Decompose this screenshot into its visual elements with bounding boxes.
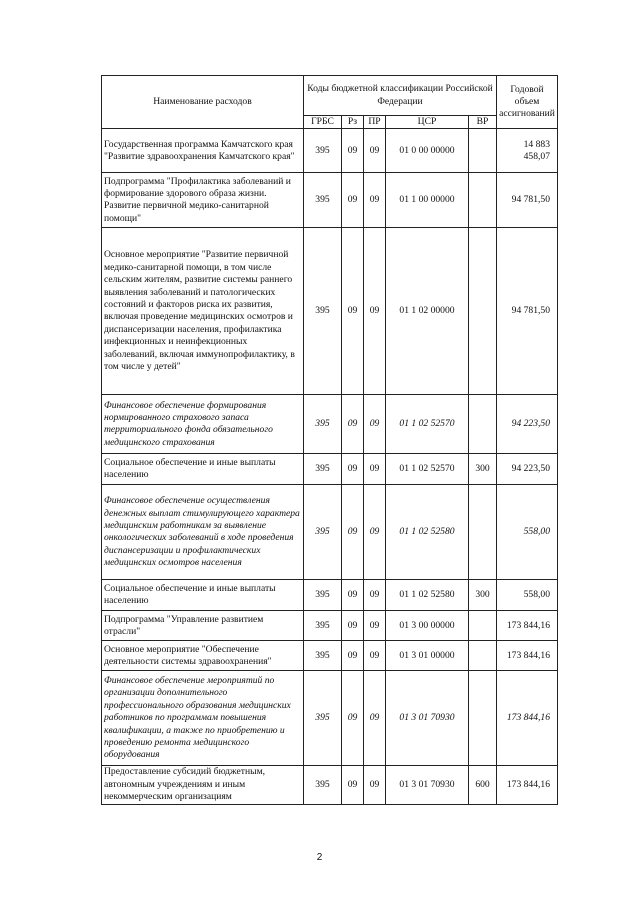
row-vr xyxy=(469,641,497,671)
table-row xyxy=(102,766,558,804)
row-pr: 09 xyxy=(364,485,386,580)
table-row xyxy=(102,671,558,766)
table-row xyxy=(102,580,558,611)
table-row xyxy=(102,173,558,228)
row-name: Предоставление субсидий бюджетным, автономным учреждениям и иным некоммерческим организациям xyxy=(102,766,304,804)
header-vr: ВР xyxy=(469,116,497,129)
row-rz: 09 xyxy=(342,485,364,580)
row-vr xyxy=(469,173,497,228)
row-pr: 09 xyxy=(364,129,386,173)
row-name: Финансовое обеспечение осуществления денежных выплат стимулирующего характера медицинским работникам за выявление онкологических заболеваний в ходе проведения диспансеризации и профилактических медицинских осмотров населения xyxy=(102,485,304,580)
row-vr xyxy=(469,611,497,641)
header-codes-group: Коды бюджетной классификации Российской Федерации xyxy=(304,76,497,116)
row-rz: 09 xyxy=(342,580,364,611)
row-rz: 09 xyxy=(342,641,364,671)
row-name: Подпрограмма "Управление развитием отрасли" xyxy=(102,611,304,641)
row-name: Финансовое обеспечение формирования нормированного страхового запаса территориального фонда обязательного медицинского страхования xyxy=(102,395,304,454)
row-pr: 09 xyxy=(364,611,386,641)
row-grbs: 395 xyxy=(304,485,342,580)
row-grbs: 395 xyxy=(304,454,342,485)
row-pr: 09 xyxy=(364,173,386,228)
row-amount: 173 844,16 xyxy=(497,671,558,766)
row-vr xyxy=(469,395,497,454)
row-grbs: 395 xyxy=(304,173,342,228)
row-vr xyxy=(469,228,497,395)
header-rz: Рз xyxy=(342,116,364,129)
row-rz: 09 xyxy=(342,611,364,641)
row-rz: 09 xyxy=(342,454,364,485)
row-vr xyxy=(469,485,497,580)
row-rz: 09 xyxy=(342,228,364,395)
header-pr: ПР xyxy=(364,116,386,129)
row-csr: 01 3 01 00000 xyxy=(386,641,469,671)
row-grbs: 395 xyxy=(304,766,342,804)
row-csr: 01 1 02 52570 xyxy=(386,454,469,485)
row-grbs: 395 xyxy=(304,641,342,671)
row-amount: 173 844,16 xyxy=(497,766,558,804)
row-vr xyxy=(469,671,497,766)
row-rz: 09 xyxy=(342,129,364,173)
row-name: Финансовое обеспечение мероприятий по организации дополнительного профессионального образования медицинских работников по программам повышения квалификации, а также по приобретению и проведению ремонта медицинского оборудования xyxy=(102,671,304,766)
row-pr: 09 xyxy=(364,454,386,485)
row-amount: 558,00 xyxy=(497,485,558,580)
row-name: Подпрограмма "Профилактика заболеваний и формирование здорового образа жизни. Развитие первичной медико-санитарной помощи" xyxy=(102,173,304,228)
row-name: Социальное обеспечение и иные выплаты населению xyxy=(102,454,304,485)
row-csr: 01 3 01 70930 xyxy=(386,766,469,804)
row-name: Социальное обеспечение и иные выплаты населению xyxy=(102,580,304,611)
budget-table xyxy=(101,75,558,805)
row-rz: 09 xyxy=(342,173,364,228)
row-name: Основное мероприятие "Развитие первичной медико-санитарной помощи, в том числе сельским жителям, развитие системы раннего выявления заболеваний и патологических состояний и факторов риска их развития, включая проведение медицинских осмотров и диспансеризации населения, профилактика инфекционных и неинфекционных заболеваний, включая иммунопрофилактику, в том числе у детей" xyxy=(102,228,304,395)
table-row xyxy=(102,228,558,395)
table-row xyxy=(102,129,558,173)
table-row xyxy=(102,395,558,454)
header-name-column: Наименование расходов xyxy=(102,76,304,129)
row-amount: 173 844,16 xyxy=(497,641,558,671)
row-rz: 09 xyxy=(342,766,364,804)
row-csr: 01 0 00 00000 xyxy=(386,129,469,173)
row-csr: 01 1 02 52570 xyxy=(386,395,469,454)
row-csr: 01 3 01 70930 xyxy=(386,671,469,766)
table-row xyxy=(102,641,558,671)
row-amount: 14 883 458,07 xyxy=(497,129,558,173)
row-grbs: 395 xyxy=(304,580,342,611)
row-csr: 01 1 00 00000 xyxy=(386,173,469,228)
row-pr: 09 xyxy=(364,641,386,671)
row-vr: 300 xyxy=(469,454,497,485)
row-amount: 173 844,16 xyxy=(497,611,558,641)
row-csr: 01 1 02 00000 xyxy=(386,228,469,395)
row-rz: 09 xyxy=(342,671,364,766)
row-vr: 600 xyxy=(469,766,497,804)
row-amount: 94 223,50 xyxy=(497,395,558,454)
row-pr: 09 xyxy=(364,395,386,454)
table-row xyxy=(102,611,558,641)
row-rz: 09 xyxy=(342,395,364,454)
row-amount: 94 781,50 xyxy=(497,173,558,228)
row-name: Государственная программа Камчатского края "Развитие здравоохранения Камчатского края" xyxy=(102,129,304,173)
header-csr: ЦСР xyxy=(386,116,469,129)
row-pr: 09 xyxy=(364,580,386,611)
row-csr: 01 1 02 52580 xyxy=(386,580,469,611)
row-amount: 558,00 xyxy=(497,580,558,611)
row-vr: 300 xyxy=(469,580,497,611)
row-name: Основное мероприятие "Обеспечение деятельности системы здравоохранения" xyxy=(102,641,304,671)
row-amount: 94 223,50 xyxy=(497,454,558,485)
row-csr: 01 1 02 52580 xyxy=(386,485,469,580)
row-vr xyxy=(469,129,497,173)
row-amount: 94 781,50 xyxy=(497,228,558,395)
header-grbs: ГРБС xyxy=(304,116,342,129)
header-amount-column: Годовой объем ассигнований xyxy=(497,76,558,129)
row-pr: 09 xyxy=(364,671,386,766)
row-grbs: 395 xyxy=(304,129,342,173)
page-number: 2 xyxy=(316,852,323,863)
row-grbs: 395 xyxy=(304,611,342,641)
table-row xyxy=(102,485,558,580)
row-csr: 01 3 00 00000 xyxy=(386,611,469,641)
row-grbs: 395 xyxy=(304,228,342,395)
row-grbs: 395 xyxy=(304,395,342,454)
row-pr: 09 xyxy=(364,766,386,804)
table-row xyxy=(102,454,558,485)
row-pr: 09 xyxy=(364,228,386,395)
row-grbs: 395 xyxy=(304,671,342,766)
